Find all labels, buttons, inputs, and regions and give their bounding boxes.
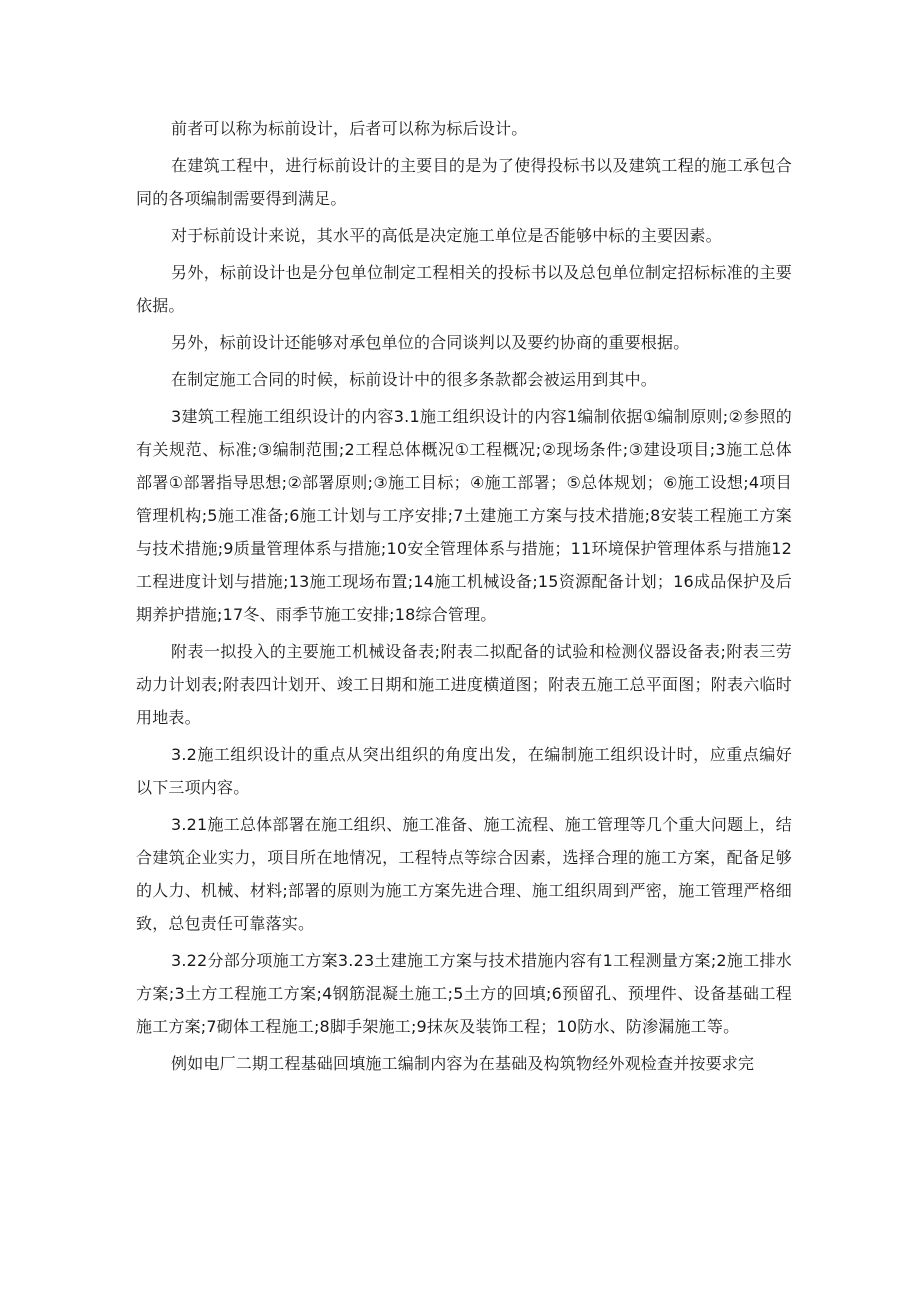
paragraph-7: 3建筑工程施工组织设计的内容3.1施工组织设计的内容1编制依据①编制原则;②参照的有关规范、标准;③编制范围;2工程总体概况①工程概况;②现场条件;③建设项目;3施工总体部署①部署指导思想;②部署原则;③施工目标；④施工部署；⑤总体规划；⑥施工设想;4项目管理机构;5施工准备;6施工计划与工序安排;7土建施工方案与技术措施;8安装工程施工方案与技术措施;9质量管理体系与措施;10安全管理体系与措施；11环境保护管理体系与措施12工程进度计划与措施;13施工现场布置;14施工机械设备;15资源配备计划；16成品保护及后期养护措施;17冬、雨季节施工安排;18综合管理。: [136, 407, 792, 624]
paragraph-4: 另外，标前设计也是分包单位制定工程相关的投标书以及总包单位制定招标标准的主要依据。: [136, 263, 792, 315]
document-body: [136, 112, 792, 1084]
paragraph-3: 对于标前设计来说，其水平的高低是决定施工单位是否能够中标的主要因素。: [171, 226, 722, 245]
paragraph-5: 另外，标前设计还能够对承包单位的合同谈判以及要约协商的重要根据。: [171, 333, 690, 352]
paragraph-11: 3.22分部分项施工方案3.23土建施工方案与技术措施内容有1工程测量方案;2施工排水方案;3土方工程施工方案;4钢筋混凝土施工;5土方的回填;6预留孔、预埋件、设备基础工程施工方案;7砌体工程施工;8脚手架施工;9抹灰及装饰工程；10防水、防渗漏施工等。: [136, 951, 792, 1036]
paragraph-2: 在建筑工程中，进行标前设计的主要目的是为了使得投标书以及建筑工程的施工承包合同的各项编制需要得到满足。: [136, 156, 792, 208]
paragraph-12: 例如电厂二期工程基础回填施工编制内容为在基础及构筑物经外观检查并按要求完: [171, 1054, 755, 1073]
paragraph-6: 在制定施工合同的时候，标前设计中的很多条款都会被运用到其中。: [171, 370, 658, 389]
paragraph-8: 附表一拟投入的主要施工机械设备表;附表二拟配备的试验和检测仪器设备表;附表三劳动力计划表;附表四计划开、竣工日期和施工进度横道图；附表五施工总平面图；附表六临时用地表。: [136, 642, 792, 727]
paragraph-10: 3.21施工总体部署在施工组织、施工准备、施工流程、施工管理等几个重大问题上，结合建筑企业实力，项目所在地情况，工程特点等综合因素，选择合理的施工方案，配备足够的人力、机械、材料;部署的原则为施工方案先进合理、施工组织周到严密，施工管理严格细致，总包责任可靠落实。: [136, 815, 792, 933]
paragraph-1: 前者可以称为标前设计，后者可以称为标后设计。: [171, 119, 528, 138]
paragraph-9: 3.2施工组织设计的重点从突出组织的角度出发，在编制施工组织设计时，应重点编好以下三项内容。: [136, 745, 792, 797]
